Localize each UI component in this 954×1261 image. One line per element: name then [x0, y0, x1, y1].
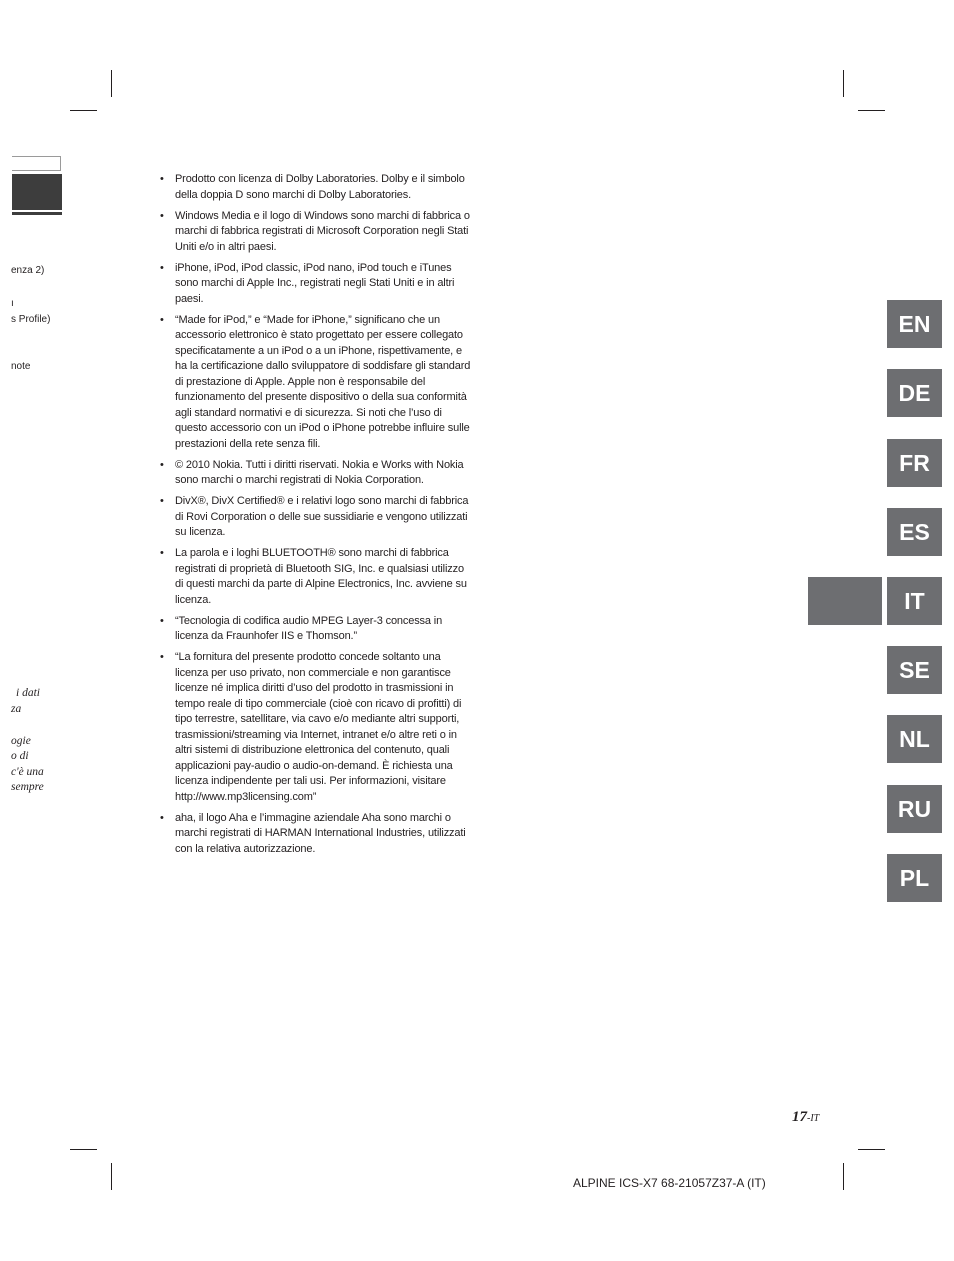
list-item — [160, 811, 472, 858]
left-fragment: c'è una — [11, 766, 44, 778]
note-text: “Made for iPod,” e “Made for iPhone,” significano che un accessorio elettronico è stato progettato per essere collegato specificatamente a un iPod o a un iPhone, rispettivamente, e ha la certificazione dallo sviluppatore di soddisfare gli standard di prestazione di Apple. Apple non è responsabile del funzionamento del presente dispositivo o della sua conformità agli standard normativi e di sicurezza. Si noti che l’uso di questo accessorio con un iPod o iPhone potrebbe influire sulle prestazioni della rete senza fili. — [175, 313, 471, 450]
list-item — [160, 261, 472, 308]
bullet-icon: • — [160, 614, 164, 627]
left-fragment: za — [11, 703, 22, 715]
note-text: © 2010 Nokia. Tutti i diritti riservati. Nokia e Works with Nokia sono marchi o marchi registrati di Nokia Corporation. — [175, 458, 464, 486]
bullet-icon: • — [160, 209, 164, 222]
left-clipped-rule — [12, 212, 62, 215]
crop-mark — [858, 1149, 885, 1150]
list-item — [160, 209, 472, 256]
left-fragment: sempre — [11, 781, 44, 793]
note-text: “La fornitura del presente prodotto concede soltanto una licenza per uso privato, non commerciale e non garantisce licenze né implica diritti d’uso del prodotto in trasmissioni in tempo reale di tipo commerciale (cioè con ricavo di profitti) di tipo terrestre, satellitare, via cavo e/o mediante altri supporti, trasmissioni/streaming via Internet, intranet e/o altre reti o in altri sistemi di distribuzione elettronica del contenuto, quali applicazioni pay-audio o audio-on-demand. È richiesta una licenza indipendente per tali usi. Per informazioni, visitare http://www.mp3licensing.com” — [175, 651, 462, 803]
list-item — [160, 546, 472, 608]
language-tab-it: IT — [887, 577, 942, 625]
language-tab-se: SE — [887, 646, 942, 694]
language-tab-de: DE — [887, 369, 942, 417]
left-fragment: note — [11, 361, 31, 372]
language-tab-pl: PL — [887, 854, 942, 902]
note-text: La parola e i loghi BLUETOOTH® sono marchi di fabbrica registrati di proprietà di Bluetooth SIG, Inc. e qualsiasi utilizzo di questi marchi da parte di Alpine Electronics, Inc. avviene su licenza. — [175, 547, 467, 606]
crop-mark — [70, 110, 97, 111]
language-tab-en: EN — [887, 300, 942, 348]
left-fragment: ı — [11, 298, 14, 309]
list-item — [160, 458, 472, 489]
list-item — [160, 172, 472, 203]
left-fragment: s Profile) — [11, 314, 51, 325]
note-text: Windows Media e il logo di Windows sono marchi di fabbrica o marchi di fabbrica registrati di Microsoft Corporation negli Stati Uniti e/o in altri paesi. — [175, 209, 470, 253]
left-fragment: enza 2) — [11, 265, 45, 276]
footer-document-code: ALPINE ICS-X7 68-21057Z37-A (IT) — [573, 1176, 766, 1190]
language-tab-nl: NL — [887, 715, 942, 763]
bullet-icon: • — [160, 547, 164, 559]
note-text: “Tecnologia di codifica audio MPEG Layer-3 concessa in licenza da Fraunhofer IIS e Thomson.” — [175, 614, 443, 642]
bullet-icon: • — [160, 495, 164, 507]
crop-mark — [70, 1149, 97, 1150]
page-number — [792, 1109, 819, 1126]
note-text: Prodotto con licenza di Dolby Laboratories. Dolby e il simbolo della doppia D sono marchi di Dolby Laboratories. — [175, 173, 465, 201]
crop-mark — [843, 1163, 844, 1190]
crop-mark — [111, 70, 112, 97]
list-item — [160, 614, 472, 645]
left-fragment: ogie — [11, 735, 31, 747]
left-clipped-header-block — [12, 174, 62, 210]
bullet-icon: • — [160, 261, 164, 274]
crop-mark — [111, 1163, 112, 1190]
bullet-icon: • — [160, 173, 164, 185]
page-number-suffix: -IT — [807, 1113, 820, 1124]
bullet-icon: • — [160, 458, 164, 471]
page-number-value: 17 — [792, 1109, 807, 1125]
crop-mark — [843, 70, 844, 97]
trademark-notes-list — [160, 172, 472, 863]
list-item — [160, 650, 472, 805]
bullet-icon: • — [160, 811, 164, 824]
bullet-icon: • — [160, 313, 164, 326]
note-text: aha, il logo Aha e l’immagine aziendale Aha sono marchi o marchi registrati di HARMAN International Industries, utilizzati con la relativa autorizzazione. — [175, 811, 466, 855]
bullet-icon: • — [160, 651, 164, 663]
left-fragment: o di — [11, 750, 29, 762]
language-tab-fr: FR — [887, 439, 942, 487]
note-text: DivX®, DivX Certified® e i relativi logo sono marchi di fabbrica di Rovi Corporation o delle sue sussidiarie e vengono utilizzati su licenza. — [175, 495, 469, 538]
left-fragment: i dati — [16, 687, 40, 699]
left-clipped-box — [12, 156, 61, 171]
note-text: iPhone, iPod, iPod classic, iPod nano, iPod touch e iTunes sono marchi di Apple Inc., registrati negli Stati Uniti e in altri paesi. — [175, 261, 455, 305]
list-item — [160, 494, 472, 541]
list-item — [160, 313, 472, 453]
crop-mark — [858, 110, 885, 111]
language-tab-ru: RU — [887, 785, 942, 833]
active-language-indicator — [808, 577, 882, 625]
language-tab-es: ES — [887, 508, 942, 556]
